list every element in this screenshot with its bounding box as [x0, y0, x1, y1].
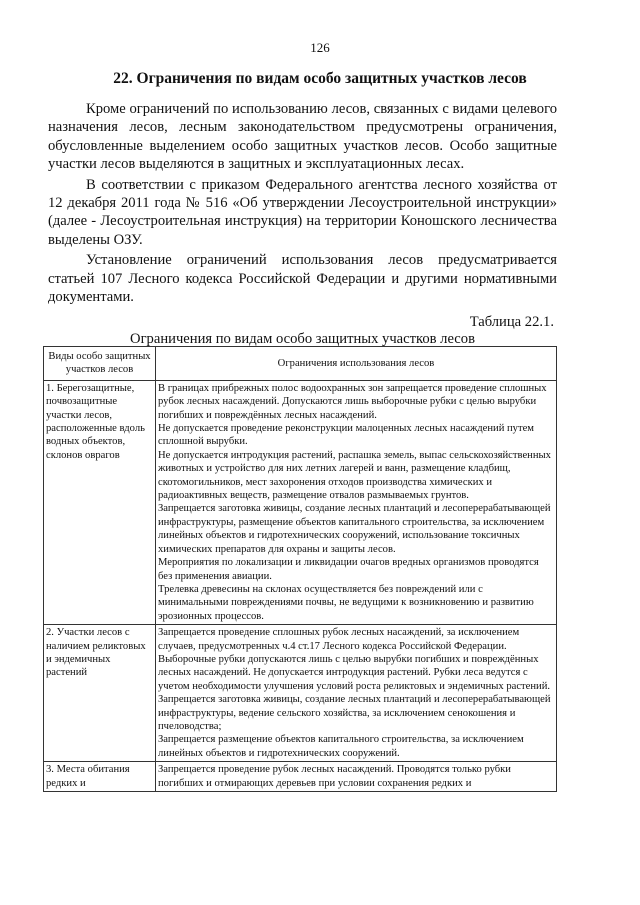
- header-zone-type: Виды особо защитных участков лесов: [44, 347, 156, 381]
- zone-type-cell: 1. Берегозащитные, почвозащитные участки лесов, расположенные вдоль водных объектов, склонов оврагов: [44, 380, 156, 624]
- restriction-text: Запрещается заготовка живицы, создание лесных плантаций и лесоперерабатывающей инфраструктуры, ведение сельского хозяйства, за исключением сенокошения и пчеловодства;: [158, 694, 551, 732]
- body-text: [48, 100, 557, 306]
- restrictions-cell: [156, 380, 557, 624]
- restriction-text: Запрещается проведение сплошных рубок лесных насаждений, за исключением случаев, предусмотренных ч.4 ст.17 Лесного кодекса Российской Федерации. Выборочные рубки допускаются лишь с целью вырубки погибших и повреждённых лесных насаждений. Не допускается интродукция растений. Рубки леса ведутся с учетом необходимости улучшения условий роста реликтовых и эндемичных растений.: [158, 627, 551, 692]
- restriction-text: Не допускается проведение реконструкции малоценных лесных насаждений путем сплошной вырубки.: [158, 423, 535, 448]
- restrictions-cell: [156, 625, 557, 762]
- header-restrictions: Ограничения использования лесов: [156, 347, 557, 381]
- restrictions-cell: [156, 762, 557, 792]
- restriction-text: Не допускается интродукция растений, распашка земель, выпас сельскохозяйственных животных и устройство для них летних лагерей и ванн, размещение кладбищ, скотомогильников, мест захоронения отходов производства химических и радиоактивных веществ, размещение отвалов размываемых грунтов.: [158, 449, 551, 502]
- table-number: Таблица 22.1.: [469, 314, 554, 330]
- section-heading: 22. Ограничения по видам особо защитных участков лесов: [113, 70, 527, 87]
- paragraph-1: Кроме ограничений по использованию лесов, связанных с видами целевого назначения лесов, лесным законодательством предусмотрены ограничения, обусловленные выделением особо защитных участков лесов. Особо защитные участки лесов выделяются в защитных и эксплуатационных лесах.: [48, 101, 557, 173]
- restriction-text: В границах прибрежных полос водоохранных зон запрещается проведение сплошных рубок лесных насаждений. Допускаются лишь выборочные рубки с целью вырубки погибших и повреждённых лесных насаждений.: [158, 382, 547, 421]
- restriction-text: Мероприятия по локализации и ликвидации очагов вредных организмов проводятся без применения авиации.: [158, 557, 539, 582]
- page-number: 126: [310, 40, 330, 55]
- restrictions-table: [43, 346, 557, 792]
- paragraph-2: В соответствии с приказом Федерального агентства лесного хозяйства от 12 декабря 2011 года № 516 «Об утверждении Лесоустроительной инструкции» (далее - Лесоустроительная инструкция) на территории Коношского лесничества выделены ОЗУ.: [48, 176, 557, 248]
- table-header-row: [44, 347, 557, 381]
- table-row: [44, 625, 557, 762]
- table-row: [44, 762, 557, 792]
- zone-type-cell: 3. Места обитания редких и: [44, 762, 156, 792]
- restriction-text: Запрещается размещение объектов капитального строительства, за исключением линейных объектов и гидротехнических сооружений.: [158, 734, 524, 759]
- restriction-text: Запрещается заготовка живицы, создание лесных плантаций и лесоперерабатывающей инфраструктуры, размещение объектов капитального строительства, за исключением линейных объектов и гидротехнических сооружений, использование токсичных химических препаратов для охраны и защиты лесов.: [158, 503, 551, 555]
- restriction-text: Запрещается проведение рубок лесных насаждений. Проводятся только рубки погибших и отмирающих деревьев при условии сохранения редких и: [158, 764, 511, 789]
- paragraph-3: Установление ограничений использования лесов предусматривается статьей 107 Лесного кодекса Российской Федерации и другими нормативными документами.: [48, 252, 557, 306]
- zone-type-cell: 2. Участки лесов с наличием реликтовых и эндемичных растений: [44, 625, 156, 762]
- restriction-text: Трелевка древесины на склонах осуществляется без повреждений или с минимальными повреждениями почвы, не ведущими к возникновению и развитию эрозионных процессов.: [158, 583, 534, 622]
- table-row: [44, 380, 557, 624]
- table-caption: Ограничения по видам особо защитных участков лесов: [130, 331, 475, 347]
